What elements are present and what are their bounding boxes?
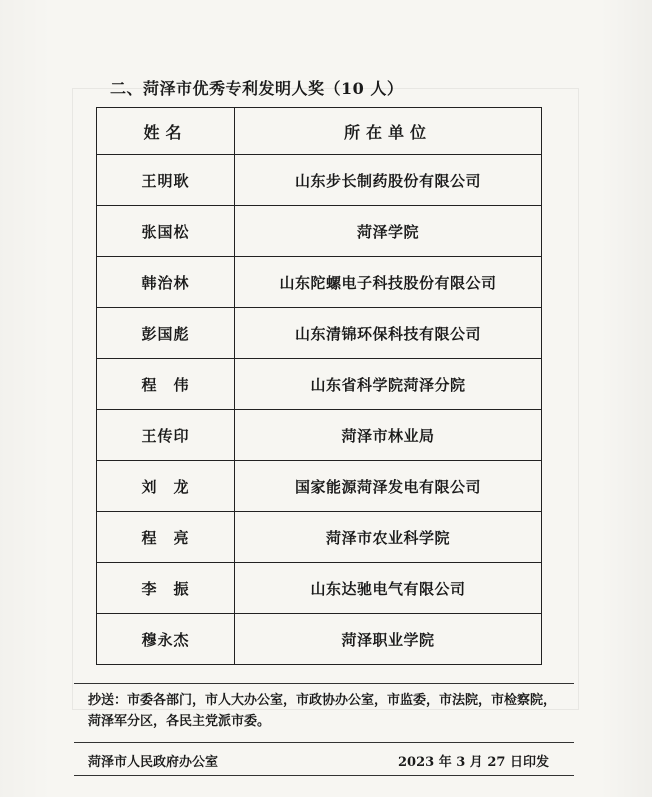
winner-name: 王明耿	[97, 155, 235, 206]
winner-unit: 山东清锦环保科技有限公司	[235, 308, 542, 359]
table-row	[97, 308, 542, 359]
winner-name: 程 亮	[97, 512, 235, 563]
winner-unit: 菏泽市林业局	[235, 410, 542, 461]
section-title: 二、菏泽市优秀专利发明人奖（10 人）	[110, 79, 404, 98]
header-unit: 所在单位	[235, 108, 542, 155]
table-row	[97, 359, 542, 410]
table-row	[97, 563, 542, 614]
winner-name: 李 振	[97, 563, 235, 614]
winner-name: 程 伟	[97, 359, 235, 410]
winner-name: 穆永杰	[97, 614, 235, 665]
table-row	[97, 512, 542, 563]
footer-top-divider	[74, 742, 574, 743]
winner-unit: 菏泽市农业科学院	[235, 512, 542, 563]
winner-unit: 菏泽学院	[235, 206, 542, 257]
table-row	[97, 461, 542, 512]
winner-unit: 山东省科学院菏泽分院	[235, 359, 542, 410]
table-row	[97, 410, 542, 461]
winner-name: 彭国彪	[97, 308, 235, 359]
table-row	[97, 614, 542, 665]
winner-name: 张国松	[97, 206, 235, 257]
footer-bottom-divider	[74, 775, 574, 776]
winner-unit: 菏泽职业学院	[235, 614, 542, 665]
header-name: 姓名	[97, 108, 235, 155]
winner-name: 王传印	[97, 410, 235, 461]
issuing-office: 菏泽市人民政府办公室	[88, 755, 219, 770]
table-header-row	[97, 108, 542, 155]
winner-unit: 山东陀螺电子科技股份有限公司	[235, 257, 542, 308]
winner-name: 刘 龙	[97, 461, 235, 512]
winner-unit: 山东步长制药股份有限公司	[235, 155, 542, 206]
cc-distribution-list: 抄送：市委各部门，市人大办公室，市政协办公室，市监委，市法院，市检察院，菏泽军分区，各民主党派市委。	[88, 693, 557, 729]
awards-table	[96, 107, 542, 665]
table-row	[97, 155, 542, 206]
table-row	[97, 206, 542, 257]
print-date: 2023 年 3 月 27 日印发	[398, 755, 549, 770]
table-row	[97, 257, 542, 308]
winner-unit: 国家能源菏泽发电有限公司	[235, 461, 542, 512]
cc-top-divider	[74, 683, 574, 684]
winner-name: 韩治林	[97, 257, 235, 308]
winner-unit: 山东达驰电气有限公司	[235, 563, 542, 614]
